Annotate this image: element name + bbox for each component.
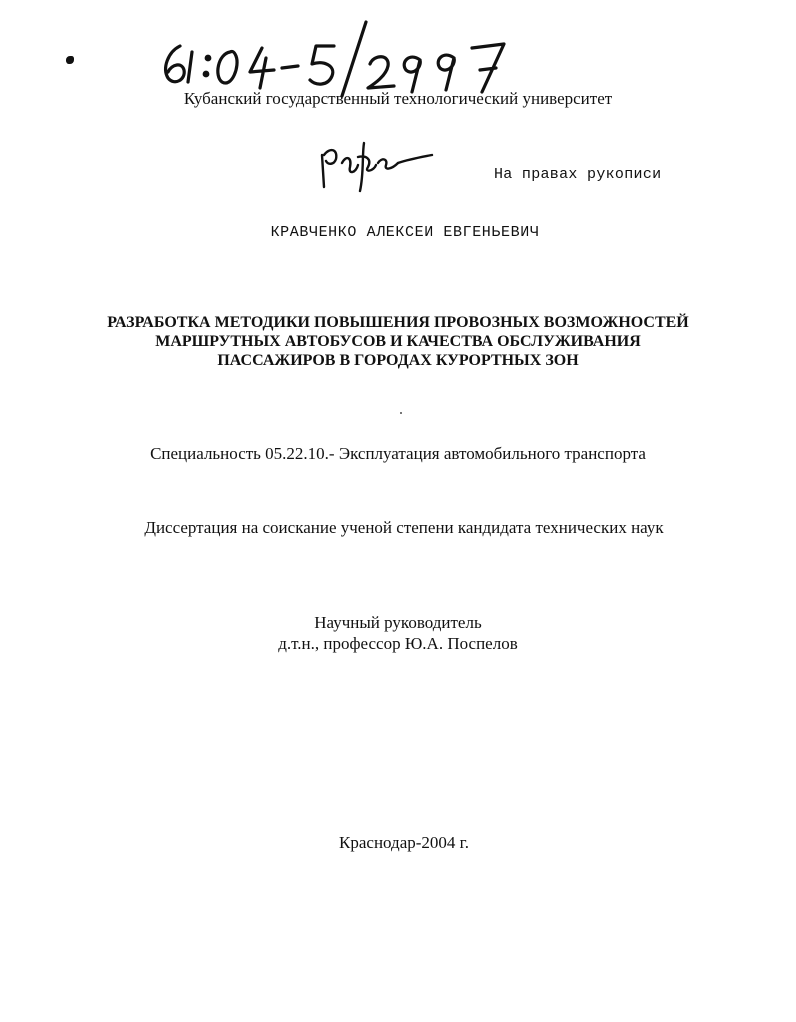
handwritten-archive-number <box>158 18 528 98</box>
manuscript-rights-note: На правах рукописи <box>494 166 662 183</box>
title-line: ПАССАЖИРОВ В ГОРОДАХ КУРОРТНЫХ ЗОН <box>217 352 579 369</box>
supervisor-label: Научный руководитель <box>314 613 482 632</box>
dissertation-title <box>0 313 796 370</box>
author-name: КРАВЧЕНКО АЛЕКСЕИ ЕВГЕНЬЕВИЧ <box>270 224 540 241</box>
title-line: РАЗРАБОТКА МЕТОДИКИ ПОВЫШЕНИЯ ПРОВОЗНЫХ ВОЗМОЖНОСТЕЙ <box>107 314 689 331</box>
city-year: Краснодар-2004 г. <box>339 833 469 852</box>
university-name: Кубанский государственный технологический университет <box>183 89 613 108</box>
supervisor-name: д.т.н., профессор Ю.А. Поспелов <box>278 634 518 653</box>
scan-speck <box>400 412 402 414</box>
margin-mark <box>66 56 74 64</box>
supervisor-block <box>0 612 796 654</box>
specialty: Специальность 05.22.10.- Эксплуатация автомобильного транспорта <box>150 444 646 463</box>
title-line: МАРШРУТНЫХ АВТОБУСОВ И КАЧЕСТВА ОБСЛУЖИВАНИЯ <box>155 333 641 350</box>
signature <box>312 133 436 195</box>
dissertation-degree: Диссертация на соискание ученой степени кандидата технических наук <box>144 518 664 537</box>
